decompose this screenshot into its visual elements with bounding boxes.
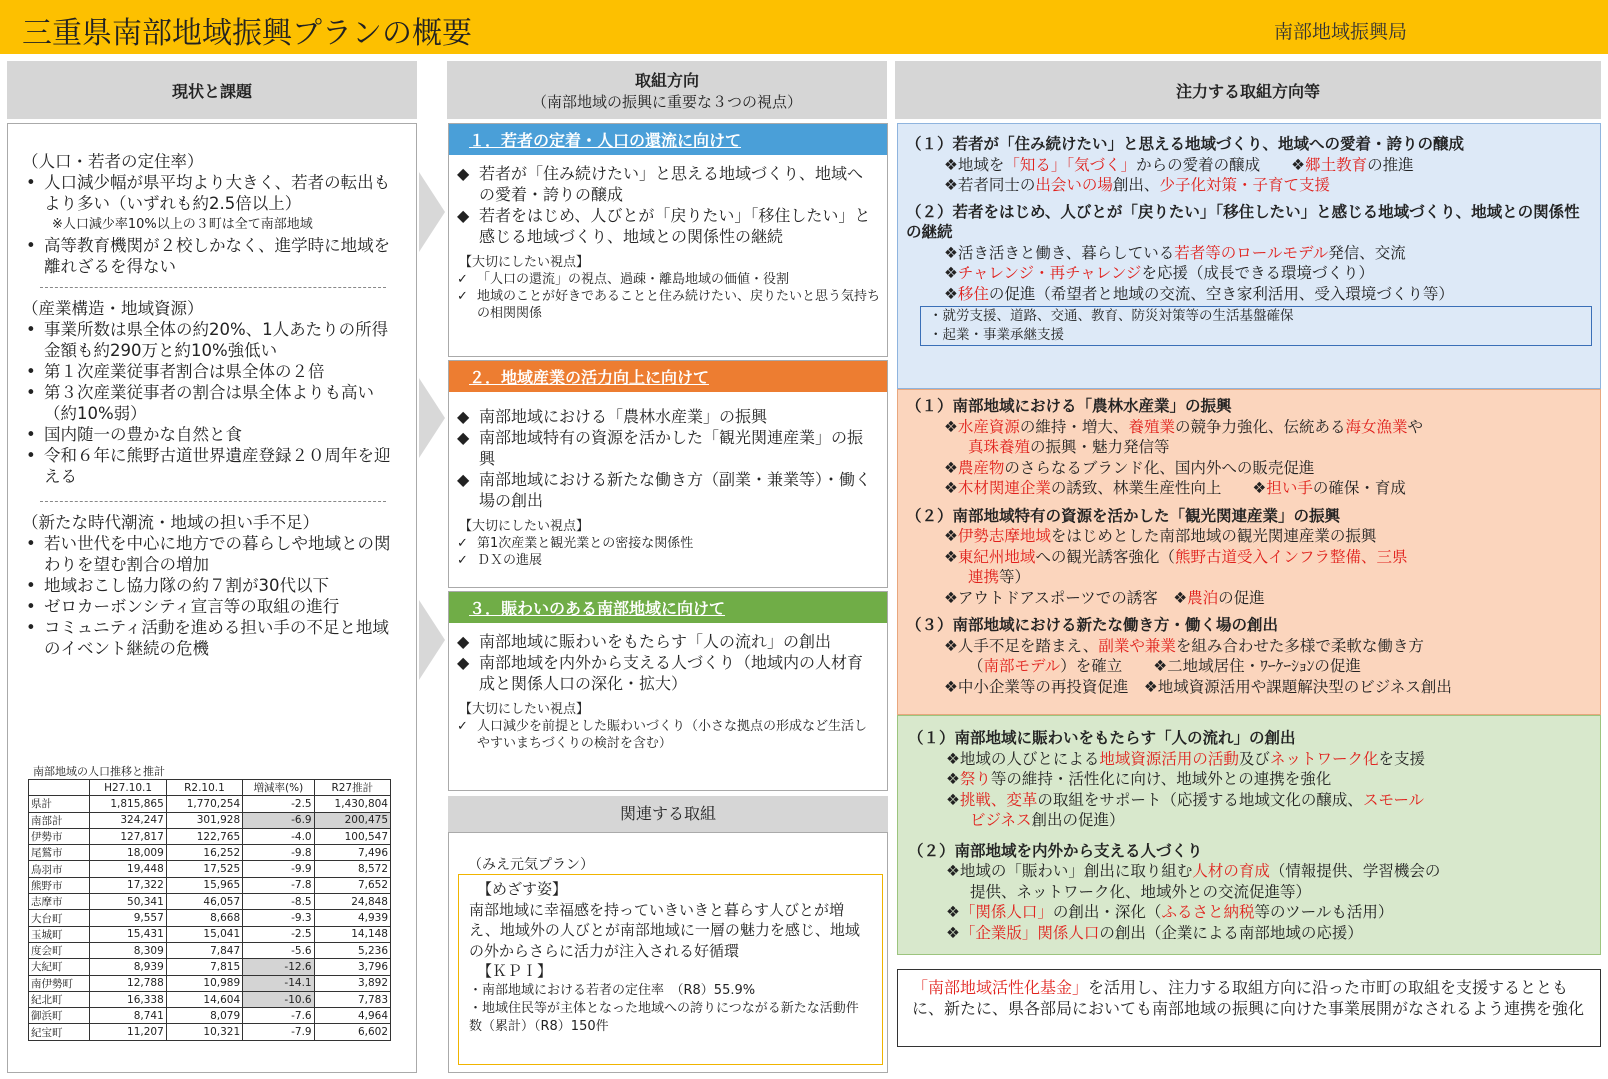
table-cell: 127,817 (90, 828, 166, 844)
focus-item-cont: 連携等） (968, 568, 1031, 586)
table-cell: 玉城町 (29, 926, 90, 942)
table-cell: 14,604 (166, 991, 242, 1007)
table-row (29, 828, 391, 844)
focus-item: ❖挑戦、変革の取組をサポート（応援する地域文化の醸成、スモール (946, 790, 1425, 809)
list-item: • 第１次産業従事者割合は県全体の２倍 (22, 361, 404, 382)
table-cell: 15,965 (166, 877, 242, 893)
viewpoint-item: ✓ 「人口の還流」の視点、過疎・離島地域の価値・役割 (449, 271, 881, 288)
focus-item: ❖農産物のさらなるブランド化、国内外への販売促進 (944, 458, 1315, 477)
table-cell: 9,557 (90, 910, 166, 926)
table-cell: 8,309 (90, 942, 166, 958)
focus-item: ❖水産資源の維持・増大、養殖業の競争力強化、伝統ある海女漁業や (944, 417, 1423, 436)
table-cell: 16,338 (90, 991, 166, 1007)
note-population: ※人口減少率10%以上の３町は全て南部地域 (52, 217, 313, 232)
list-item: ◆ 南部地域における新たな働き方（副業・兼業等）・働く場の創出 (449, 469, 873, 511)
table-row (29, 910, 391, 926)
fund-text: を活用し、注力する取組方向に沿った市町の取組を支援するとともに、新たに、県各部局においても南部地域の振興に向けた事業展開がなされるよう連携を強化 (912, 978, 1585, 1018)
direction-2-viewpoints (449, 535, 887, 569)
direction-3-viewpoints (449, 718, 887, 752)
table-cell: -2.5 (243, 796, 314, 812)
focus-item: ❖「関係人口」の創出・深化（ふるさと納税等のツールも活用） (946, 903, 1394, 921)
list-item: • 人口減少幅が県平均より大きく、若者の転出もより多い（いずれも約2.5倍以上） (22, 172, 404, 214)
viewpoint-item: ✓ 第1次産業と観光業との密接な関係性 (449, 535, 887, 552)
table-cell: 1,815,865 (90, 796, 166, 812)
table-cell: 15,041 (166, 926, 242, 942)
table-cell: -6.9 (243, 812, 314, 828)
focus-heading: （１）南部地域に賑わいをもたらす「人の流れ」の創出 (908, 729, 1296, 747)
table-cell: 度会町 (29, 942, 90, 958)
kpi-title: 【ＫＰＩ】 (477, 962, 553, 980)
focus-item: ❖祭り等の維持・活性化に向け、地域外との連携を強化 (946, 770, 1332, 788)
list-item: ◆ 南部地域特有の資源を活かした「観光関連産業」の振興 (449, 427, 873, 469)
goal-title: 【めざす姿】 (477, 880, 568, 898)
goal-text: 南部地域に幸福感を持っていきいきと暮らす人びとが増え、地域外の人びとが南部地域に一層の魅力を感じ、地域の外からさらに活力が注入される好循環 (469, 900, 860, 960)
table-cell: 御浜町 (29, 1008, 90, 1024)
table-cell: 301,928 (166, 812, 242, 828)
table-cell: 17,322 (90, 877, 166, 893)
table-cell: -12.6 (243, 959, 314, 975)
table-caption: 南部地域の人口推移と推計 (33, 765, 165, 778)
table-cell: 大紀町 (29, 959, 90, 975)
table-cell: 100,547 (314, 828, 390, 844)
list-population-2 (22, 235, 404, 277)
table-cell: 19,448 (90, 861, 166, 877)
kpi-item: ・南部地域における若者の定住率 （R8）55.9% (469, 982, 756, 998)
direction-2-header: ２．地域産業の活力向上に向けて (449, 361, 887, 392)
table-cell: 8,741 (90, 1008, 166, 1024)
focus-item-cont: ビジネス創出の促進） (970, 811, 1125, 829)
table-row (29, 812, 391, 828)
table-cell: 24,848 (314, 894, 390, 910)
infrastructure-item: ・起業・事業承継支援 (929, 327, 1064, 343)
table-header-cell: 増減率(%) (243, 780, 314, 796)
table-cell: 8,079 (166, 1008, 242, 1024)
section-title-population: （人口・若者の定住率） (22, 152, 204, 171)
focus-item: ❖若者同士の出会いの場創出、少子化対策・子育て支援 (944, 176, 1330, 194)
arrow-right-icon (419, 378, 445, 458)
fund-name: 「南部地域活性化基金」 (912, 978, 1089, 997)
table-cell: 200,475 (314, 812, 390, 828)
focus-item: ❖アウトドアスポーツでの誘客 ❖農泊の促進 (944, 588, 1265, 607)
focus-item-cont: 真珠養殖の振興・魅力発信等 (968, 438, 1170, 456)
viewpoint-title: 【大切にしたい視点】 (459, 519, 590, 534)
table-cell: 14,148 (314, 926, 390, 942)
viewpoint-title: 【大切にしたい視点】 (459, 702, 590, 717)
col-head-left-text: 現状と課題 (171, 81, 252, 101)
direction-3-header: ３．賑わいのある南部地域に向けて (449, 592, 887, 623)
table-cell: -8.5 (243, 894, 314, 910)
direction-3-panel (448, 591, 888, 791)
focus-item: ❖活き活きと働き、暮らしている若者等のロールモデル発信、交流 (944, 243, 1406, 262)
table-cell: 5,236 (314, 942, 390, 958)
table-cell: 6,602 (314, 1024, 390, 1040)
focus-heading: （２）若者をはじめ、人びとが「戻りたい」「移住したい」と感じる地域づくり、地域との関係性の継続 (906, 202, 1580, 241)
table-cell: 伊勢市 (29, 828, 90, 844)
col-head-left (7, 61, 417, 119)
list-item: • 事業所数は県全体の約20%、1人あたりの所得金額も約290万と約10%強低い (22, 319, 404, 361)
list-item: • 国内随一の豊かな自然と食 (22, 424, 404, 445)
table-cell: -9.9 (243, 861, 314, 877)
focus-heading: （２）南部地域を内外から支える人づくり (908, 841, 1203, 860)
focus-item: ❖「企業版」関係人口の創出（企業による南部地域の応援） (946, 923, 1363, 942)
list-industry (22, 319, 404, 487)
list-item: • 令和６年に熊野古道世界遺産登録２０周年を迎える (22, 445, 404, 487)
viewpoint-item: ✓ ＤＸの進展 (449, 552, 887, 569)
table-row (29, 975, 391, 991)
viewpoint-item: ✓ 地域のことが好きであることと住み続けたい、戻りたいと思う気持ちの相関関係 (449, 288, 881, 322)
focus-item: ❖伊勢志摩地域をはじめとした南部地域の観光関連産業の振興 (944, 527, 1377, 545)
focus-item: ❖地域を「知る」「気づく」からの愛着の醸成 ❖郷土教育の推進 (944, 155, 1414, 174)
table-cell: 15,431 (90, 926, 166, 942)
list-item: ◆ 南部地域に賑わいをもたらす「人の流れ」の創出 (449, 631, 873, 652)
table-row (29, 959, 391, 975)
list-item: • 地域おこし協力隊の約７割が30代以下 (22, 575, 404, 596)
table-row (29, 894, 391, 910)
table-row (29, 1024, 391, 1040)
table-cell: 県計 (29, 796, 90, 812)
focus-item: ❖地域の人びとによる地域資源活用の活動及びネットワーク化を支援 (946, 749, 1425, 768)
table-cell: 紀宝町 (29, 1024, 90, 1040)
table-cell: 324,247 (90, 812, 166, 828)
table-row (29, 942, 391, 958)
viewpoint-item: ✓ 人口減少を前提とした賑わいづくり（小さな拠点の形成など生活しやすいまちづくりの検討を含む） (449, 718, 879, 752)
fund-box (897, 969, 1601, 1047)
focus-block-3 (897, 715, 1601, 955)
table-header-cell: H27.10.1 (90, 780, 166, 796)
arrow-right-icon (419, 600, 445, 680)
section-title-trends: （新たな時代潮流・地域の担い手不足） (22, 513, 319, 532)
focus-item-cont: （南部モデル）を確立 ❖二地域居住・ﾜｰｹｰｼｮﾝの促進 (968, 657, 1361, 675)
focus-heading: （１）南部地域における「農林水産業」の振興 (906, 397, 1232, 415)
table-row (29, 845, 391, 861)
direction-1-viewpoints (449, 271, 887, 322)
list-item: ◆ 南部地域を内外から支える人づくり（地域内の人材育成と関係人口の深化・拡大） (449, 652, 873, 694)
table-cell: 1,430,804 (314, 796, 390, 812)
divider (40, 501, 386, 502)
table-cell: 7,496 (314, 845, 390, 861)
table-cell: 3,796 (314, 959, 390, 975)
focus-heading: （１）若者が「住み続けたい」と思える地域づくり、地域への愛着・誇りの醸成 (906, 135, 1465, 153)
focus-block-2 (897, 389, 1601, 715)
direction-1-items (449, 163, 887, 247)
infrastructure-item: ・就労支援、道路、交通、教育、防災対策等の生活基盤確保 (929, 308, 1294, 324)
table-cell: -7.8 (243, 877, 314, 893)
table-cell: 南伊勢町 (29, 975, 90, 991)
page-title: 三重県南部地域振興プランの概要 (22, 16, 472, 51)
table-cell: 3,892 (314, 975, 390, 991)
divider (40, 287, 386, 288)
focus-item-cont: 提供、ネットワーク化、地域外との交流促進等） (970, 882, 1312, 901)
list-item: • コミュニティ活動を進める担い手の不足と地域のイベント継続の危機 (22, 617, 404, 659)
infrastructure-box (920, 306, 1592, 346)
list-item: • 若い世代を中心に地方での暮らしや地域との関わりを望む割合の増加 (22, 533, 404, 575)
table-cell: -7.6 (243, 1008, 314, 1024)
table-cell: 7,652 (314, 877, 390, 893)
direction-2-items (449, 406, 887, 511)
col-head-right-text: 注力する取組方向等 (1175, 81, 1320, 101)
table-cell: 50,341 (90, 894, 166, 910)
table-header-cell (29, 780, 90, 796)
col-head-right (895, 61, 1601, 119)
table-cell: 熊野市 (29, 877, 90, 893)
list-trends (22, 533, 404, 659)
table-cell: 18,009 (90, 845, 166, 861)
department-label: 南部地域振興局 (1274, 21, 1408, 43)
list-item: ◆ 若者をはじめ、人びとが「戻りたい」「移住したい」と感じる地域づくり、地域との関係性の継続 (449, 205, 873, 247)
table-cell: 10,989 (166, 975, 242, 991)
list-item: ◆ 若者が「住み続けたい」と思える地域づくり、地域への愛着・誇りの醸成 (449, 163, 873, 205)
table-row (29, 1008, 391, 1024)
table-cell: -2.5 (243, 926, 314, 942)
table-cell: 17,525 (166, 861, 242, 877)
arrow-right-icon (419, 172, 445, 252)
direction-2-panel (448, 360, 888, 588)
table-cell: -9.8 (243, 845, 314, 861)
table-cell: 7,815 (166, 959, 242, 975)
focus-item: ❖人手不足を踏まえ、副業や兼業を組み合わせた多様で柔軟な働き方 (944, 636, 1424, 655)
table-row (29, 796, 391, 812)
table-header-row (29, 780, 391, 796)
table-cell: 7,847 (166, 942, 242, 958)
col-head-middle-text: 取組方向 (634, 71, 699, 90)
list-item: • ゼロカーボンシティ宣言等の取組の進行 (22, 596, 404, 617)
table-header-cell: R2.10.1 (166, 780, 242, 796)
table-row (29, 877, 391, 893)
section-title-industry: （産業構造・地域資源） (22, 299, 204, 318)
population-table-wrap (28, 779, 391, 1041)
direction-1-panel (448, 123, 888, 357)
table-cell: -14.1 (243, 975, 314, 991)
table-row (29, 861, 391, 877)
focus-item: ❖中小企業等の再投資促進 ❖地域資源活用や課題解決型のビジネス創出 (944, 677, 1452, 696)
list-item: ◆ 南部地域における「農林水産業」の振興 (449, 406, 873, 427)
focus-item: ❖チャレンジ・再チャレンジを応援（成長できる環境づくり） (944, 264, 1374, 282)
list-item: • 高等教育機関が２校しかなく、進学時に地域を離れざるを得ない (22, 235, 404, 277)
focus-item: ❖地域の「賑わい」創出に取り組む人材の育成（情報提供、学習機会の (946, 862, 1441, 880)
table-cell: 紀北町 (29, 991, 90, 1007)
table-cell: 16,252 (166, 845, 242, 861)
col-head-middle-sub: （南部地域の振興に重要な３つの視点） (531, 93, 802, 111)
table-cell: 122,765 (166, 828, 242, 844)
direction-1-header: １．若者の定着・人口の還流に向けて (449, 124, 887, 155)
viewpoint-title: 【大切にしたい視点】 (459, 255, 590, 270)
table-cell: 12,788 (90, 975, 166, 991)
list-population (22, 172, 404, 214)
focus-item: ❖東紀州地域への観光誘客強化（熊野古道受入インフラ整備、三県 (944, 547, 1408, 566)
table-header-cell: R27推計 (314, 780, 390, 796)
table-cell: 8,572 (314, 861, 390, 877)
focus-item: ❖木材関連企業の誘致、林業生産性向上 ❖担い手の確保・育成 (944, 479, 1406, 497)
focus-block-1 (897, 123, 1601, 389)
mie-plan-label: （みえ元気プラン） (468, 857, 594, 873)
goal-box (458, 874, 883, 1065)
table-row (29, 926, 391, 942)
table-cell: -5.6 (243, 942, 314, 958)
focus-heading: （３）南部地域における新たな働き方・働く場の創出 (906, 616, 1279, 634)
table-cell: -7.9 (243, 1024, 314, 1040)
table-cell: 4,939 (314, 910, 390, 926)
table-row (29, 991, 391, 1007)
table-cell: 1,770,254 (166, 796, 242, 812)
col-head-middle (447, 61, 887, 119)
table-cell: -9.3 (243, 910, 314, 926)
table-cell: 8,668 (166, 910, 242, 926)
table-cell: 8,939 (90, 959, 166, 975)
table-cell: -10.6 (243, 991, 314, 1007)
table-cell: 7,783 (314, 991, 390, 1007)
list-item: • 第３次産業従事者の割合は県全体よりも高い（約10%弱） (22, 382, 404, 424)
table-cell: 南部計 (29, 812, 90, 828)
direction-3-items (449, 631, 887, 694)
table-cell: -4.0 (243, 828, 314, 844)
table-cell: 鳥羽市 (29, 861, 90, 877)
table-cell: 大台町 (29, 910, 90, 926)
table-cell: 46,057 (166, 894, 242, 910)
focus-item: ❖移住の促進（希望者と地域の交流、空き家利活用、受入環境づくり等） (944, 284, 1454, 303)
kpi-item: ・地域住民等が主体となった地域への誇りにつながる新たな活動件数（累計）（R8）150件 (469, 1000, 859, 1034)
table-cell: 10,321 (166, 1024, 242, 1040)
focus-heading: （２）南部地域特有の資源を活かした「観光関連産業」の振興 (906, 506, 1341, 525)
table-cell: 志摩市 (29, 894, 90, 910)
table-cell: 4,964 (314, 1008, 390, 1024)
population-table (28, 779, 391, 1041)
table-cell: 尾鷲市 (29, 845, 90, 861)
related-initiatives-header: 関連する取組 (448, 796, 888, 832)
table-cell: 11,207 (90, 1024, 166, 1040)
